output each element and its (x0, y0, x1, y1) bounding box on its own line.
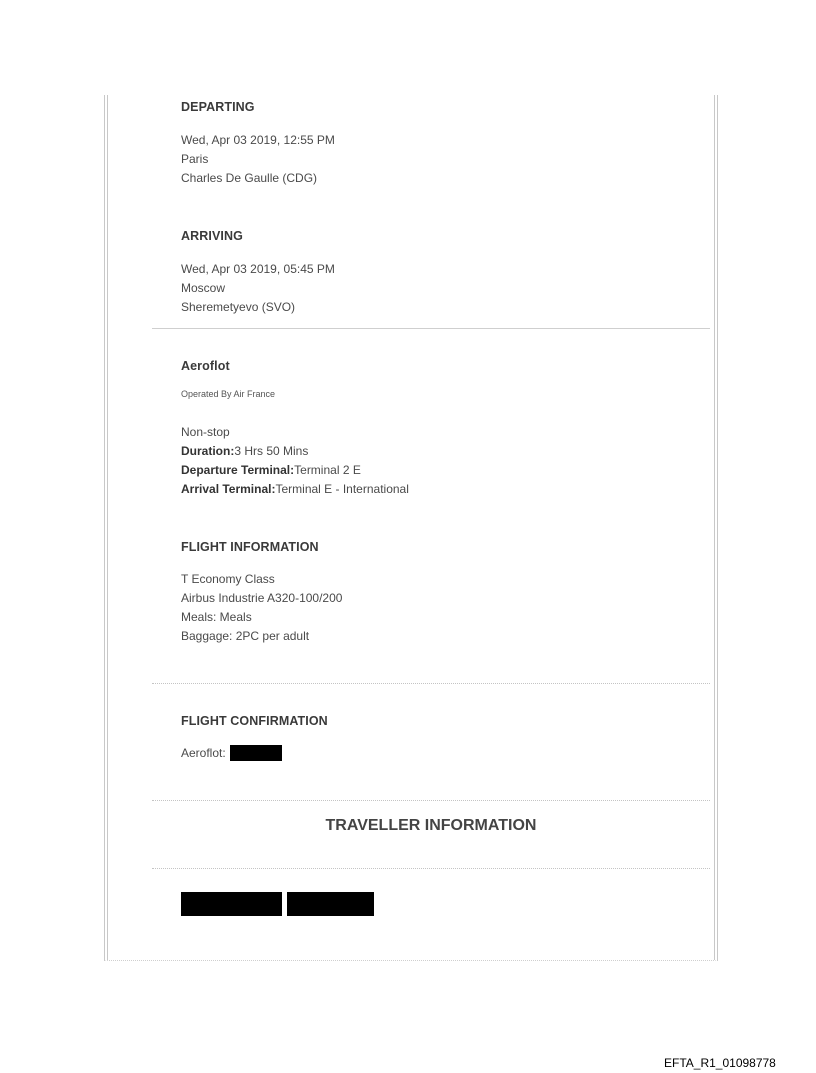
arriving-airport: Sheremetyevo (SVO) (181, 300, 296, 314)
arriving-city: Moscow (181, 281, 226, 295)
stops: Non-stop (181, 425, 230, 439)
meals: Meals: Meals (181, 610, 252, 624)
duration-label: Duration: (181, 444, 235, 458)
confirmation-label: Aeroflot: (181, 746, 226, 760)
flight-information-heading: FLIGHT INFORMATION (181, 540, 319, 554)
arrival-terminal-label: Arrival Terminal: (181, 482, 276, 496)
divider-after-arriving (152, 328, 710, 329)
departure-terminal-label: Departure Terminal: (181, 463, 295, 477)
departing-heading: DEPARTING (181, 100, 255, 114)
flight-information-details (181, 570, 342, 646)
fare-class: T Economy Class (181, 572, 275, 586)
redacted-confirmation-code (230, 745, 282, 761)
divider-before-traveller (152, 800, 710, 801)
departure-terminal-row (181, 461, 409, 480)
arriving-details (181, 260, 335, 317)
carrier-name: Aeroflot (181, 359, 230, 373)
baggage: Baggage: 2PC per adult (181, 629, 310, 643)
traveller-information-heading: TRAVELLER INFORMATION (325, 817, 537, 834)
flight-confirmation-heading: FLIGHT CONFIRMATION (181, 714, 328, 728)
departing-city: Paris (181, 152, 209, 166)
arriving-heading: ARRIVING (181, 229, 243, 243)
document-id: EFTA_R1_01098778 (664, 1056, 776, 1070)
arrival-terminal-value: Terminal E - International (275, 482, 409, 496)
redacted-traveller-last-name (287, 892, 374, 916)
departure-terminal-value: Terminal 2 E (294, 463, 361, 477)
divider-after-traveller-heading (152, 868, 710, 869)
divider-after-flight-info (152, 683, 710, 684)
arriving-datetime: Wed, Apr 03 2019, 05:45 PM (181, 262, 335, 276)
departing-airport: Charles De Gaulle (CDG) (181, 171, 318, 185)
duration-value: 3 Hrs 50 Mins (234, 444, 309, 458)
departing-datetime: Wed, Apr 03 2019, 12:55 PM (181, 133, 335, 147)
departing-details (181, 131, 335, 188)
arrival-terminal-row (181, 480, 409, 499)
operated-by: Operated By Air France (181, 389, 276, 399)
carrier-details (181, 423, 409, 499)
redacted-traveller-first-name (181, 892, 282, 916)
duration-row (181, 442, 409, 461)
aircraft: Airbus Industrie A320-100/200 (181, 591, 343, 605)
